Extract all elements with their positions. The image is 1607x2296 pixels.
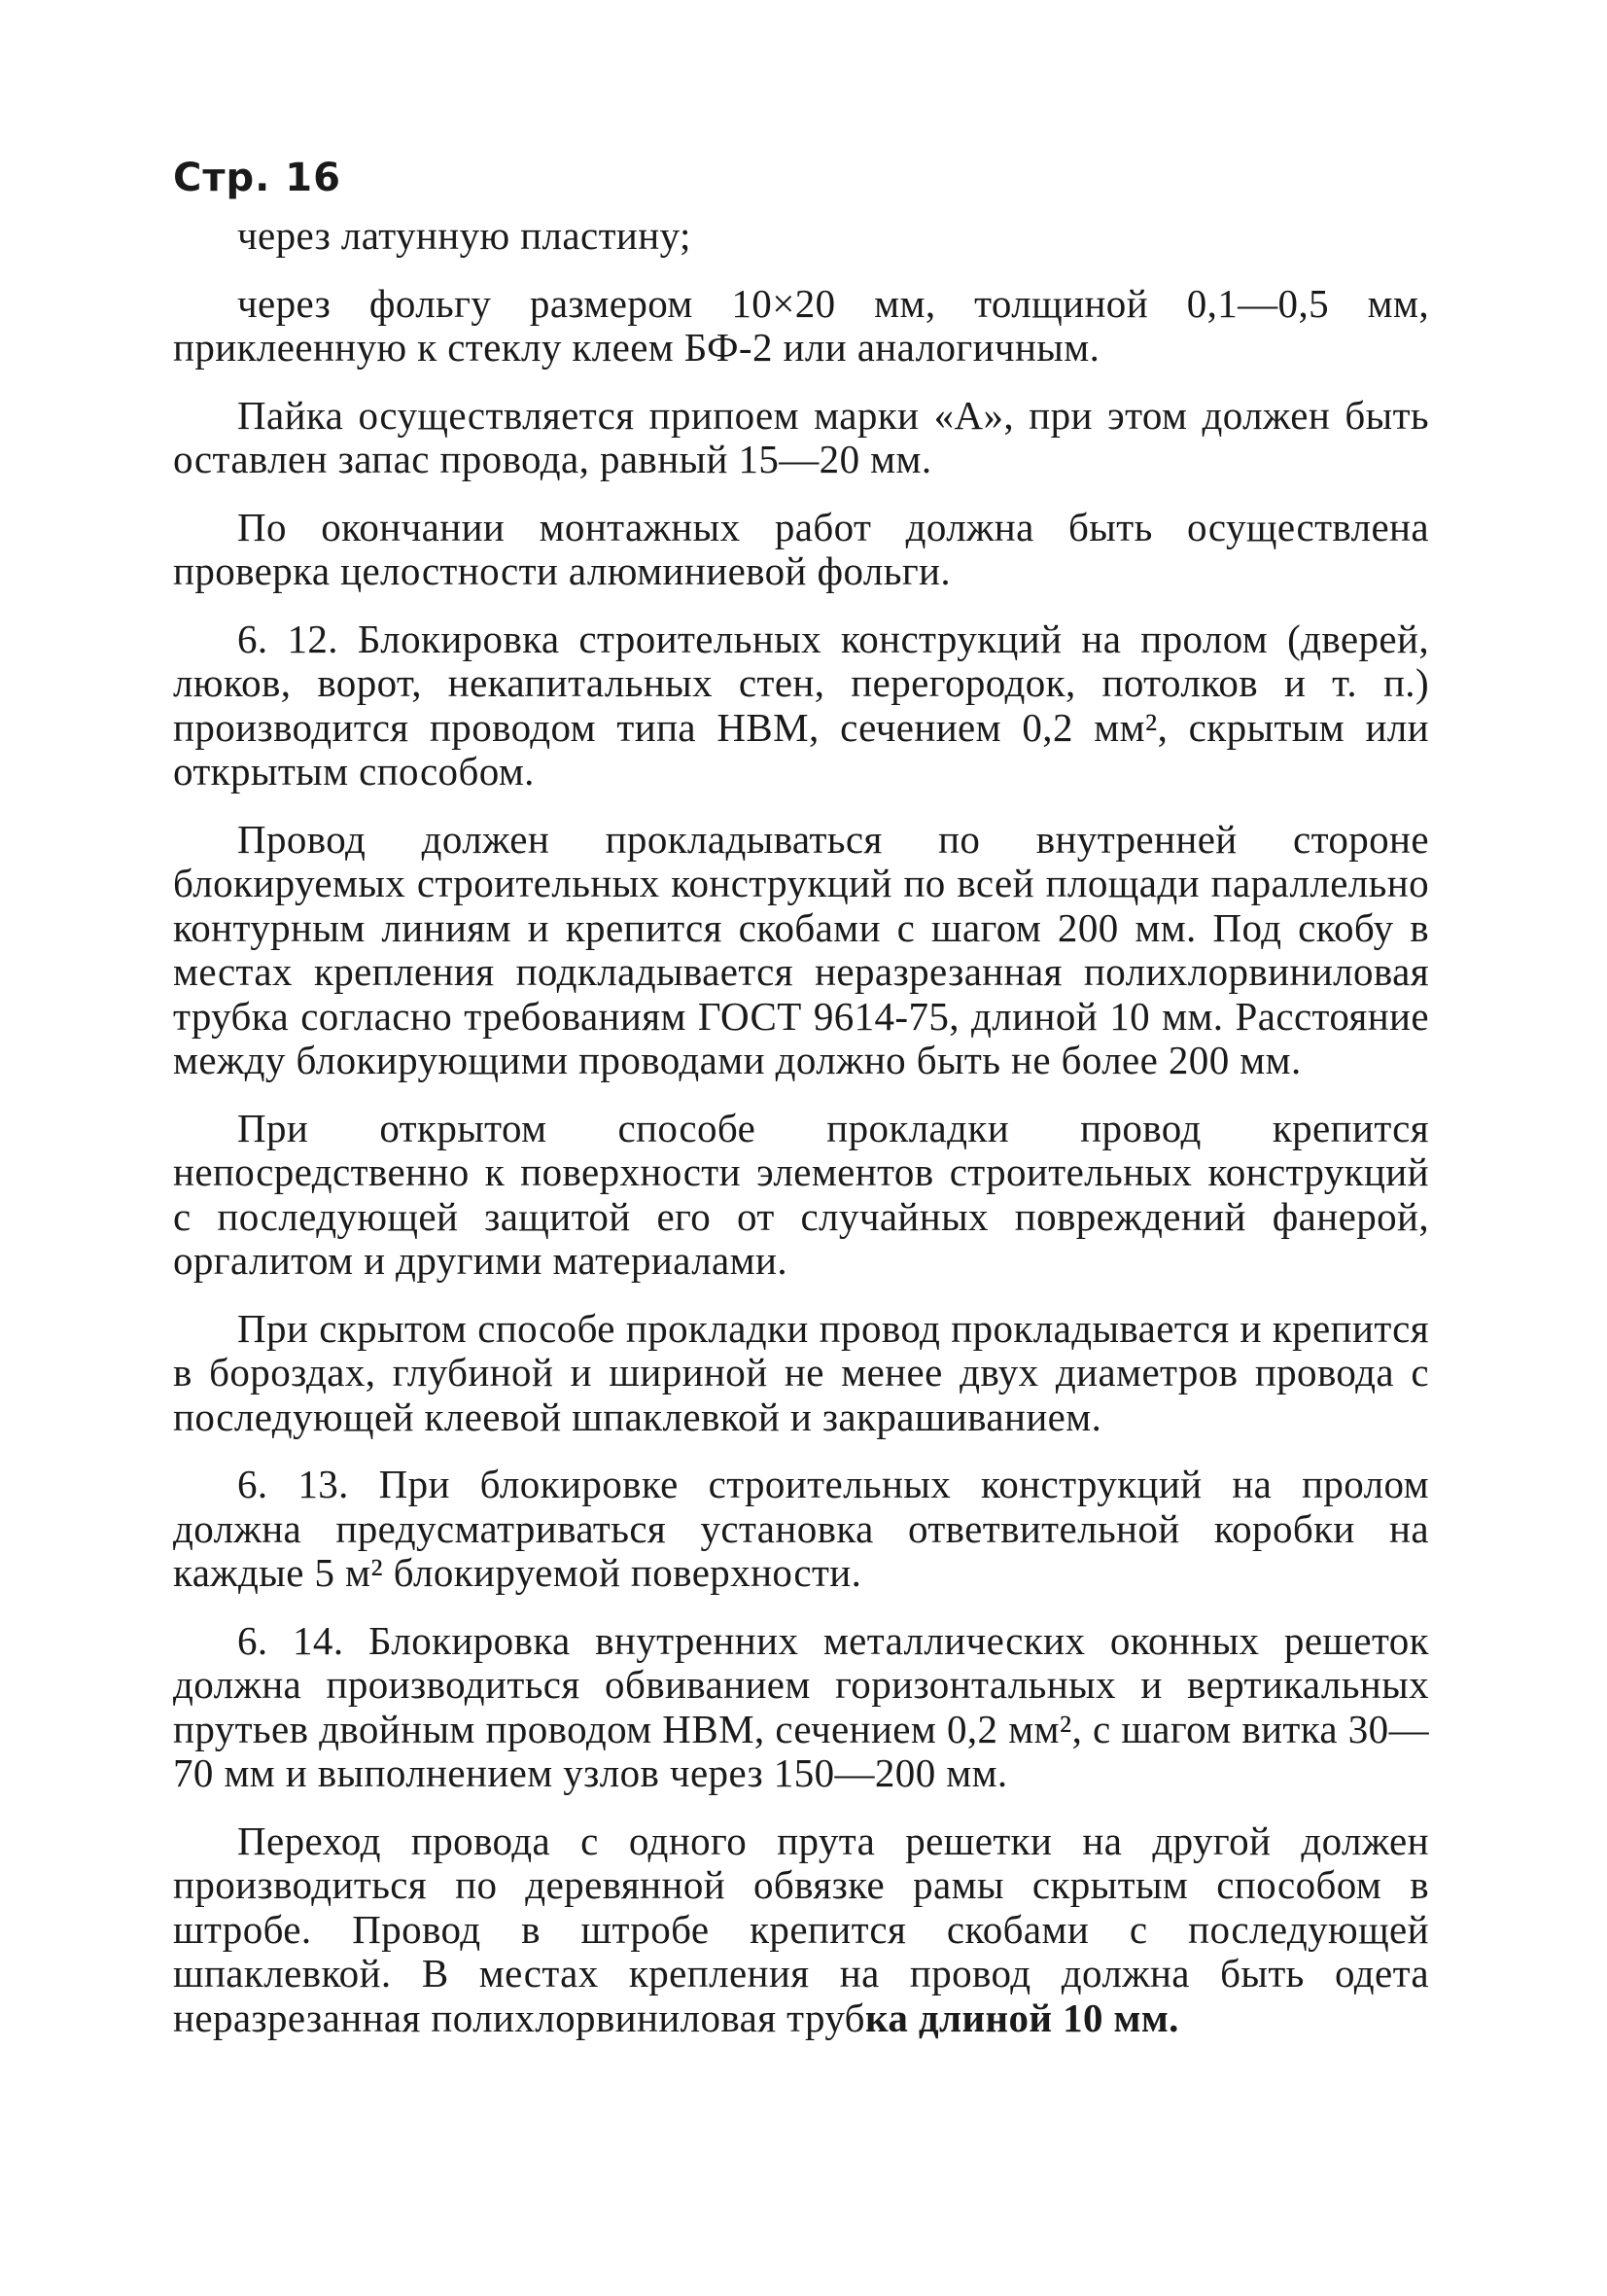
page-number: Стр. 16 <box>173 156 341 200</box>
paragraph-open-method: При открытом способе прокладки провод крепится непосредственно к поверхности элементов строительных конструкций с последующей защитой его от случайных повреждений фанерой, оргалитом и другими материалами. <box>173 1105 1429 1283</box>
paragraph-6-13: 6. 13. При блокировке строительных конструкций на пролом должна предусматриваться установка ответвительной коробки на каждые 5 м² блокируемой поверхности. <box>173 1462 1429 1595</box>
paragraph-foil: через фольгу размером 10×20 мм, толщиной 0,1—0,5 мм, приклеенную к стеклу клеем БФ-2 или аналогичным. <box>173 280 1429 370</box>
paragraph-wire-laying: Провод должен прокладываться по внутренней стороне блокируемых строительных конструкций по всей площади параллельно контурным линиям и крепится скобами с шагом 200 мм. Под скобу в местах крепления подкладывается неразрезанная полихлорвиниловая трубка согласно требованиям ГОСТ 9614-75, длиной 10 мм. Расстояние между блокирующими проводами должно быть не более 200 мм. <box>173 816 1429 1082</box>
paragraph-hidden-method: При скрытом способе прокладки провод прокладывается и крепится в бороздах, глубиной и шириной не менее двух диаметров провода с последующей клеевой шпаклевкой и закрашиванием. <box>173 1305 1429 1439</box>
paragraph-soldering: Пайка осуществляется припоем марки «А», при этом должен быть оставлен запас провода, равный 15—20 мм. <box>173 392 1429 481</box>
paragraph-6-12: 6. 12. Блокировка строительных конструкций на пролом (дверей, люков, ворот, некапитальных стен, перегородок, потолков и т. п.) производится проводом типа НВМ, сечением 0,2 мм², скрытым или открытым способом. <box>173 616 1429 794</box>
paragraph-wire-transition-bold: ка длиной 10 мм. <box>864 1995 1179 2040</box>
paragraph-wire-transition-text: Переход провода с одного прута решетки на другой должен производиться по деревянной обвязке рамы скрытым способом в штробе. Провод в штробе крепится скобами с последующей шпаклевкой. В местах крепления на провод должна быть одета неразрезанная полихлорвиниловая труб <box>173 1818 1429 2040</box>
document-page <box>173 156 1429 2064</box>
paragraph-brass-plate: через латунную пластину; <box>237 213 691 258</box>
paragraph-6-14: 6. 14. Блокировка внутренних металлических оконных решеток должна производиться обвиванием горизонтальных и вертикальных прутьев двойным проводом НВМ, сечением 0,2 мм², с шагом витка 30—70 мм и выполнением узлов через 150—200 мм. <box>173 1617 1429 1795</box>
paragraph-foil-check: По окончании монтажных работ должна быть осуществлена проверка целостности алюминиевой фольги. <box>173 504 1429 593</box>
paragraph-wire-transition <box>173 1819 1429 2041</box>
